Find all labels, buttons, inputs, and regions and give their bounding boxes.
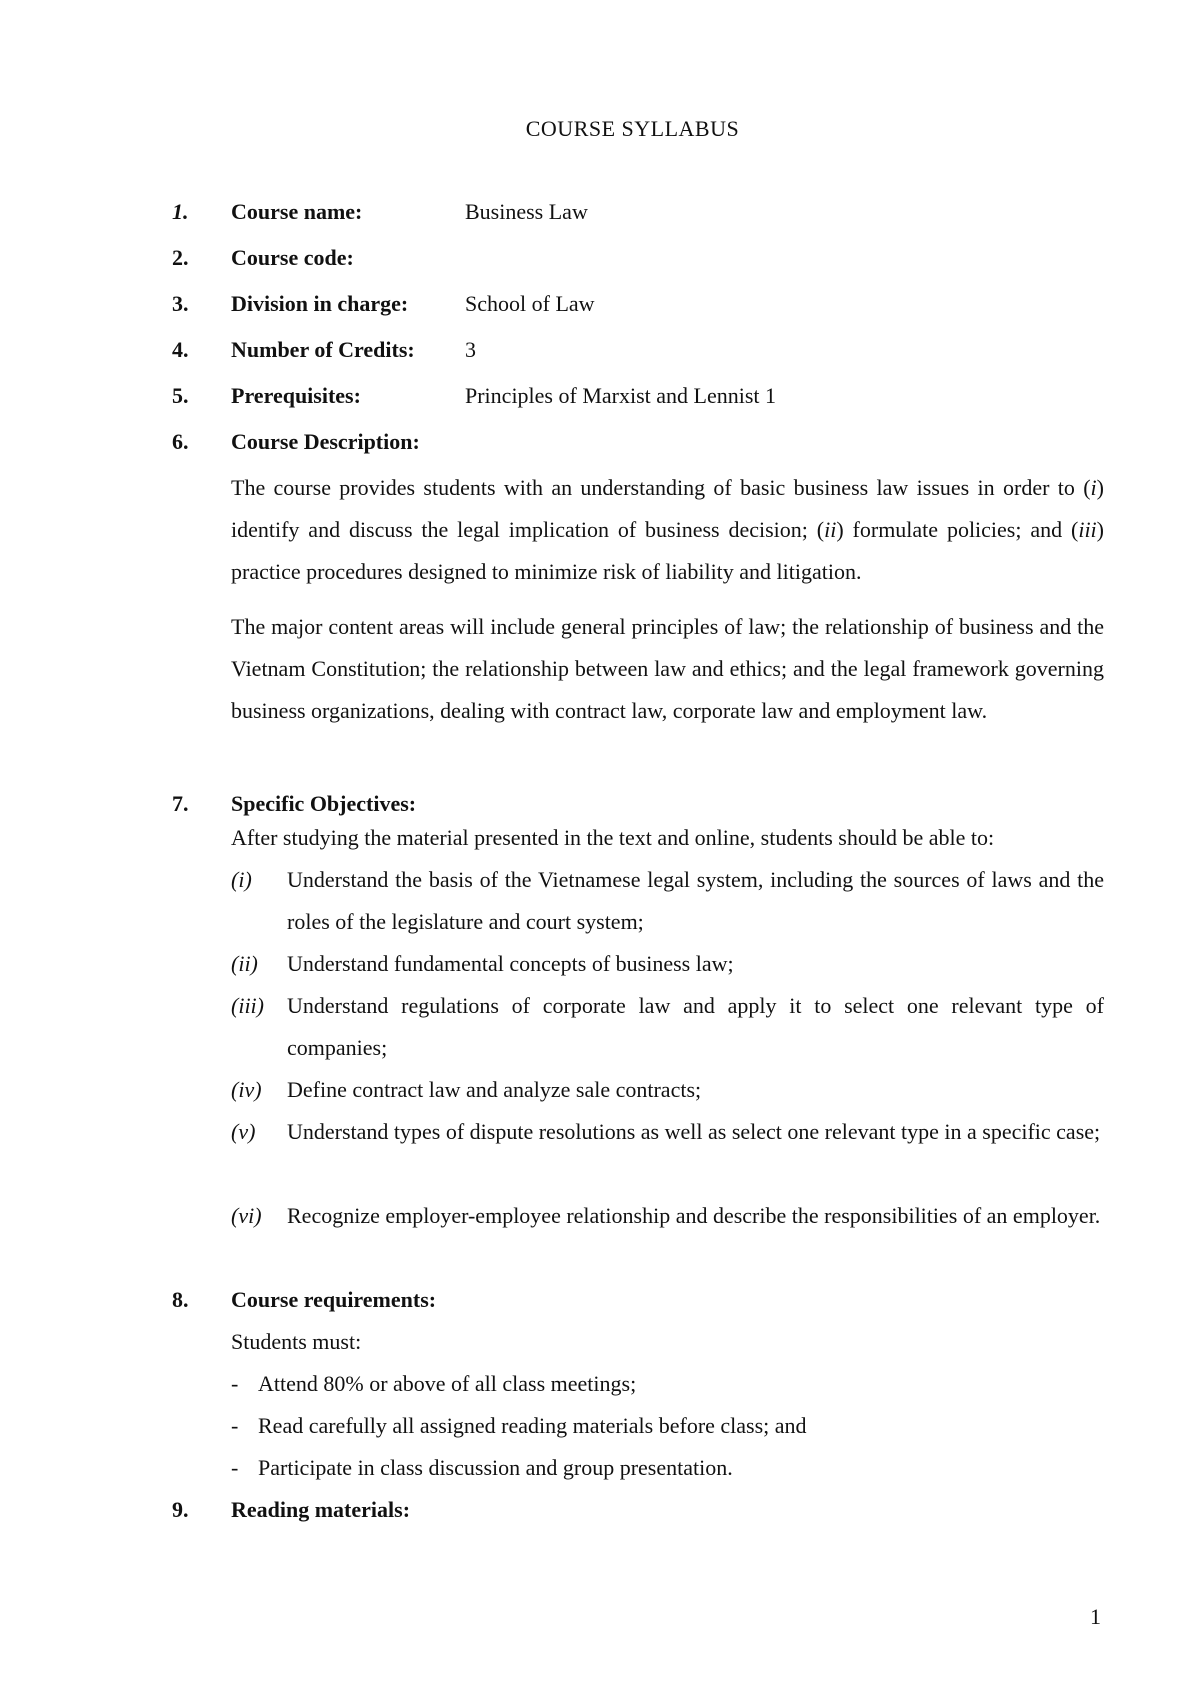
prerequisites-value: Principles of Marxist and Lennist 1: [465, 383, 777, 408]
section-number: 7.: [172, 791, 189, 816]
objective-marker: (iii): [231, 993, 264, 1018]
requirement-item: [231, 1412, 807, 1440]
bullet-dash: -: [231, 1371, 239, 1396]
text-run: ) formulate policies; and (: [836, 517, 1079, 542]
objective-text: Understand types of dispute resolutions as well as select one relevant type in a specific case;: [287, 1119, 1101, 1144]
objective-item: [231, 859, 1104, 943]
objective-marker: (iv): [231, 1077, 262, 1102]
section-label: Course Description:: [231, 429, 420, 454]
section-number: 2.: [172, 245, 189, 270]
description-paragraph-1: [231, 467, 1104, 593]
text-run-italic: ii: [824, 517, 837, 542]
section-number: 1.: [172, 199, 189, 224]
section-number: 3.: [172, 291, 189, 316]
requirement-text: Participate in class discussion and group presentation.: [258, 1455, 733, 1480]
text-run: The course provides students with an understanding of basic business law issues in order to (: [231, 475, 1091, 500]
bullet-dash: -: [231, 1413, 239, 1438]
objective-item: [231, 1069, 1104, 1111]
credits-value: 3: [465, 337, 476, 362]
objective-text: Recognize employer-employee relationship and describe the responsibilities of an employer.: [287, 1203, 1101, 1228]
page-title: COURSE SYLLABUS: [525, 116, 740, 141]
requirement-text: Read carefully all assigned reading materials before class; and: [258, 1413, 807, 1438]
section-number: 4.: [172, 337, 189, 362]
section-number: 9.: [172, 1497, 189, 1522]
text-run-italic: i: [1090, 475, 1097, 500]
requirement-text: Attend 80% or above of all class meetings;: [258, 1371, 637, 1396]
text-run-italic: iii: [1078, 517, 1097, 542]
section-label: Course code:: [231, 245, 354, 270]
section-label: Course requirements:: [231, 1287, 437, 1312]
objective-item: [231, 943, 1104, 985]
requirements-intro: Students must:: [231, 1329, 362, 1354]
section-number: 5.: [172, 383, 189, 408]
objective-text: Understand the basis of the Vietnamese legal system, including the sources of laws and the roles of the legislature and court system;: [287, 867, 1104, 934]
section-label: Specific Objectives:: [231, 791, 417, 816]
objective-item: [231, 985, 1104, 1069]
section-label: Division in charge:: [231, 291, 409, 316]
section-number: 6.: [172, 429, 189, 454]
course-name-value: Business Law: [465, 199, 588, 224]
objective-text: Understand regulations of corporate law and apply it to select one relevant type of companies;: [287, 993, 1104, 1060]
objective-item: [231, 1195, 1104, 1237]
section-label: Number of Credits:: [231, 337, 415, 362]
section-label: Prerequisites:: [231, 383, 361, 408]
requirement-item: [231, 1454, 733, 1482]
objective-marker: (i): [231, 867, 252, 892]
bullet-dash: -: [231, 1455, 239, 1480]
text-run: ) identify and discuss the legal implication of business decision; (: [231, 475, 1104, 542]
objectives-intro: After studying the material presented in the text and online, students should be able to:: [231, 825, 995, 850]
objective-marker: (ii): [231, 951, 258, 976]
division-value: School of Law: [465, 291, 595, 316]
section-number: 8.: [172, 1287, 189, 1312]
section-label: Course name:: [231, 199, 363, 224]
text-run: ) practice procedures designed to minimize risk of liability and litigation.: [231, 517, 1104, 584]
objective-marker: (v): [231, 1119, 256, 1144]
requirement-item: [231, 1370, 636, 1398]
objective-marker: (vi): [231, 1203, 262, 1228]
objective-item: [231, 1111, 1104, 1153]
objective-text: Understand fundamental concepts of business law;: [287, 951, 734, 976]
description-paragraph-2: The major content areas will include general principles of law; the relationship of business and the Vietnam Constitution; the relationship between law and ethics; and the legal framework governing business organizations, dealing with contract law, corporate law and employment law.: [231, 614, 1104, 723]
section-label: Reading materials:: [231, 1497, 411, 1522]
objective-text: Define contract law and analyze sale contracts;: [287, 1077, 702, 1102]
page-number: 1: [1090, 1604, 1101, 1629]
